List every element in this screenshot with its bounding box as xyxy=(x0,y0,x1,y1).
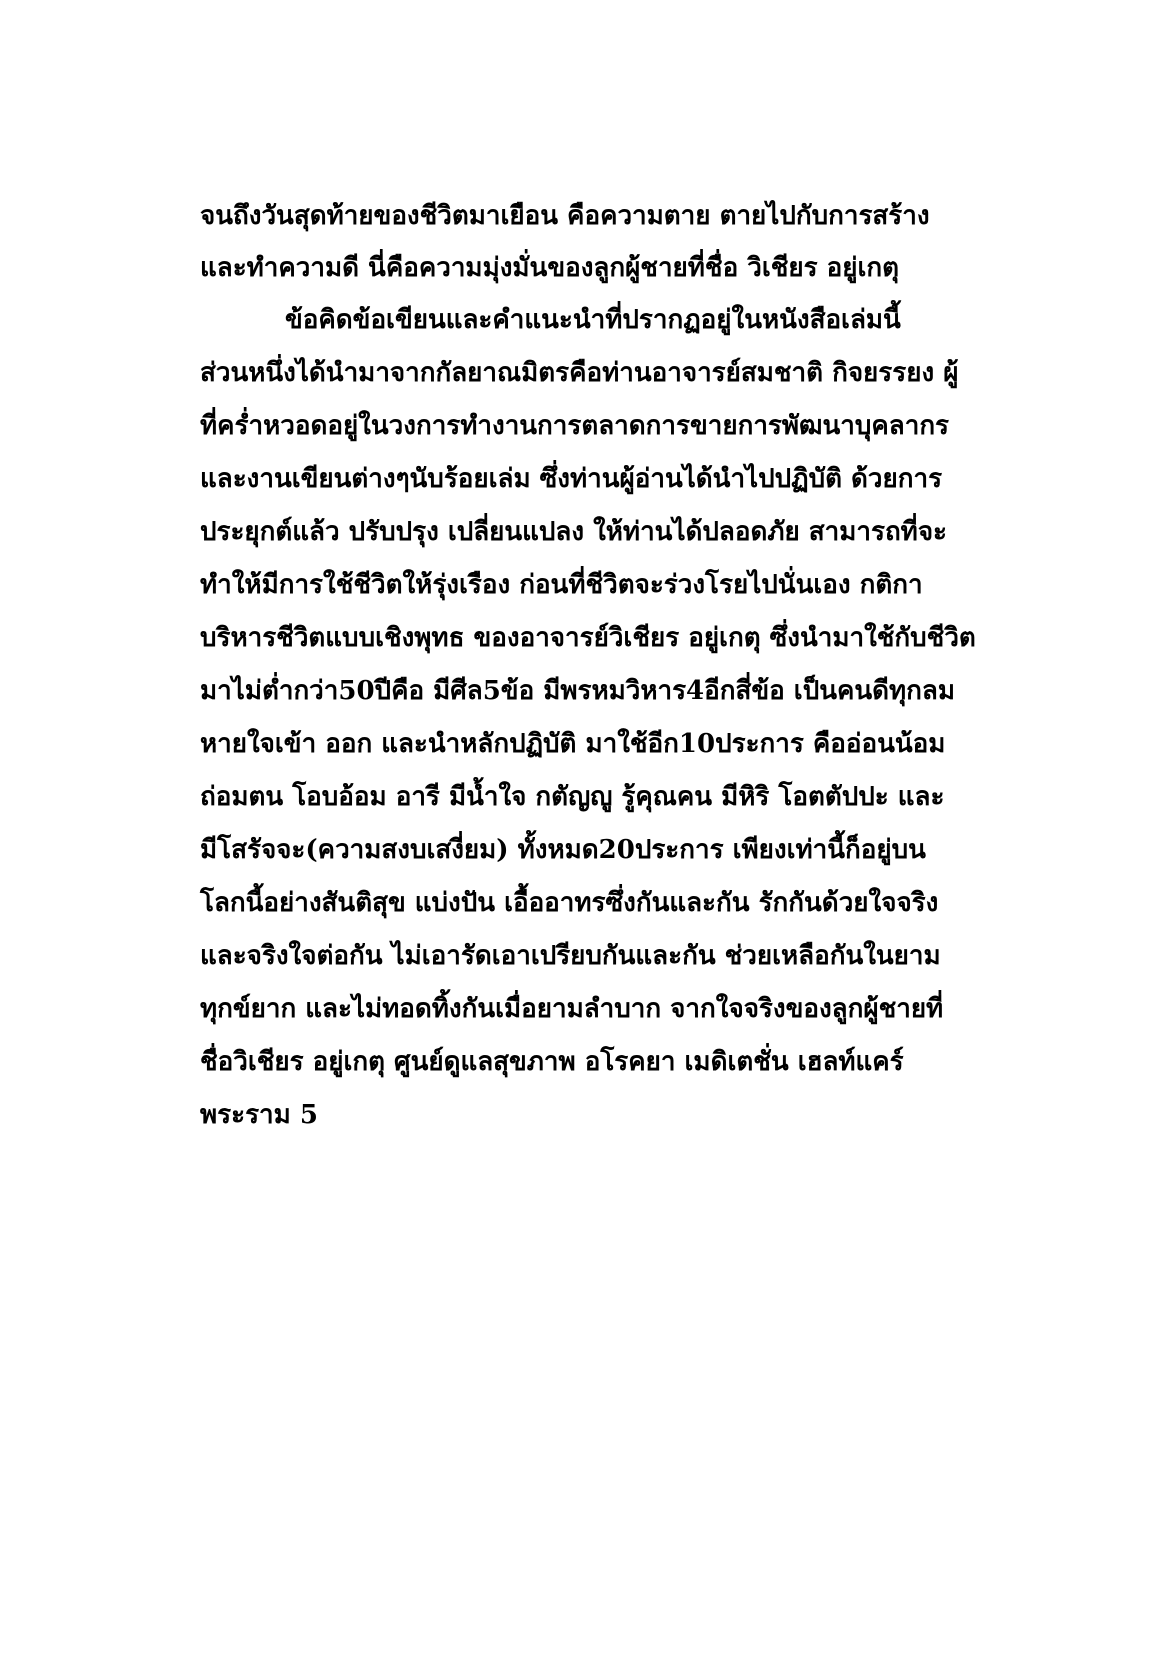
paragraph-line: และจริงใจต่อกัน ไม่เอารัดเอาเปรียบกันและกัน ช่วยเหลือกันในยาม xyxy=(200,941,941,971)
paragraph-line: โลกนี้อย่างสันติสุข แบ่งปัน เอื้ออาทรซึ่งกันและกัน รักกันด้วยใจจริง xyxy=(200,888,939,918)
paragraph-line: มีโสรัจจะ(ความสงบเสงี่ยม) ทั้งหมด20ประการ เพียงเท่านี้ก็อยู่บน xyxy=(200,835,926,865)
paragraph-line: หายใจเข้า ออก และนำหลักปฏิบัติ มาใช้อีก10ประการ คืออ่อนน้อม xyxy=(200,729,946,759)
paragraph-line: และงานเขียนต่างๆนับร้อยเล่ม ซึ่งท่านผู้อ่านได้นำไปปฏิบัติ ด้วยการ xyxy=(200,464,943,494)
paragraph-line: ส่วนหนึ่งได้นำมาจากกัลยาณมิตรคือท่านอาจารย์สมชาติ กิจยรรยง ผู้ xyxy=(200,358,959,388)
paragraph-line: ทุกข์ยาก และไม่ทอดทิ้งกันเมื่อยามลำบาก จากใจจริงของลูกผู้ชายที่ xyxy=(200,994,944,1024)
paragraph-line: บริหารชีวิตแบบเชิงพุทธ ของอาจารย์วิเชียร อยู่เกตุ ซึ่งนำมาใช้กับชีวิต xyxy=(200,623,976,653)
paragraph-line: จนถึงวันสุดท้ายของชีวิตมาเยือน คือความตาย ตายไปกับการสร้าง xyxy=(200,201,930,231)
paragraph-line: ถ่อมตน โอบอ้อม อารี มีน้ำใจ กตัญญู รู้คุณคน มีหิริ โอตตัปปะ และ xyxy=(200,782,945,812)
paragraph-line: และทำความดี นี่คือความมุ่งมั่นของลูกผู้ชายที่ชื่อ วิเชียร อยู่เกตุ xyxy=(200,253,899,283)
paragraph-line: มาไม่ต่ำกว่า50ปีคือ มีศีล5ข้อ มีพรหมวิหาร4อีกสี่ข้อ เป็นคนดีทุกลม xyxy=(200,676,955,706)
paragraph-line: ทำให้มีการใช้ชีวิตให้รุ่งเรือง ก่อนที่ชีวิตจะร่วงโรยไปนั่นเอง กติกา xyxy=(200,570,923,600)
paragraph-line: ที่คร่ำหวอดอยู่ในวงการทำงานการตลาดการขายการพัฒนาบุคลากร xyxy=(200,411,950,441)
paragraph-line: ประยุกต์แล้ว ปรับปรุง เปลี่ยนแปลง ให้ท่านได้ปลอดภัย สามารถที่จะ xyxy=(200,517,948,547)
paragraph-line: พระราม 5 xyxy=(200,1100,318,1130)
paragraph-line: ชื่อวิเชียร อยู่เกตุ ศูนย์ดูแลสุขภาพ อโรคยา เมดิเตชั่น เฮลท์แคร์ xyxy=(200,1047,904,1077)
paragraph-line-indented: ข้อคิดข้อเขียนและคำแนะนำที่ปรากฏอยู่ในหนังสือเล่มนี้ xyxy=(285,305,901,335)
